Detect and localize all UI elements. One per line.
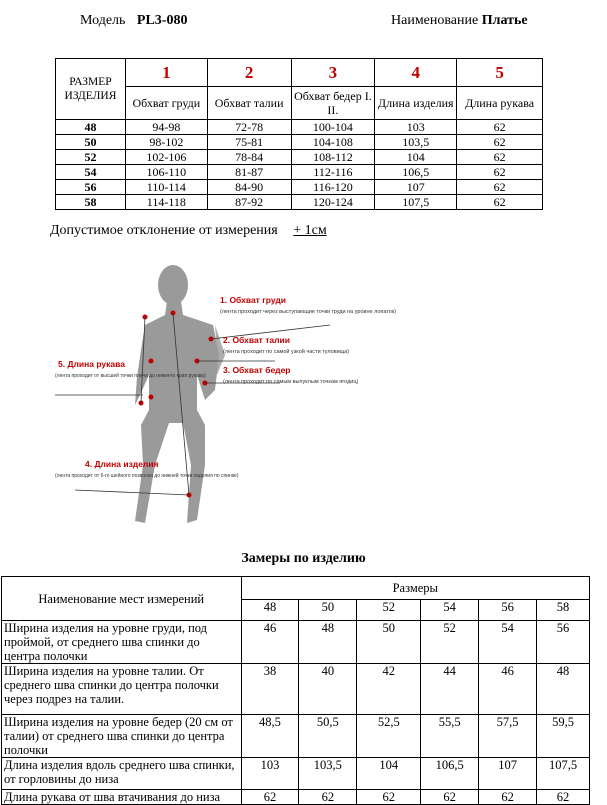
table-cell: 62 bbox=[457, 120, 543, 135]
table-cell: 102-106 bbox=[125, 150, 207, 165]
label-waist-title: 2. Обхват талии bbox=[223, 335, 290, 345]
measure-value: 103,5 bbox=[299, 758, 357, 790]
size-cell: 48 bbox=[56, 120, 126, 135]
measure-value: 50,5 bbox=[299, 715, 357, 758]
measure-table-body bbox=[2, 621, 590, 805]
table-row bbox=[56, 120, 543, 135]
size-cell: 52 bbox=[56, 150, 126, 165]
tolerance-text: Допустимое отклонение от измерения bbox=[50, 223, 278, 238]
measure-value: 103 bbox=[241, 758, 299, 790]
col-number-4: 4 bbox=[375, 59, 457, 87]
measure-value: 59,5 bbox=[537, 715, 590, 758]
size-table bbox=[55, 58, 543, 210]
col-header-length: Длина изделия bbox=[375, 87, 457, 120]
table-cell: 62 bbox=[457, 135, 543, 150]
col-number-2: 2 bbox=[207, 59, 291, 87]
measure-value: 107 bbox=[479, 758, 537, 790]
table-cell: 107,5 bbox=[375, 195, 457, 210]
col-number-5: 5 bbox=[457, 59, 543, 87]
body-measurement-figure bbox=[55, 255, 555, 530]
measure-value: 42 bbox=[357, 664, 421, 715]
measure-value: 55,5 bbox=[421, 715, 479, 758]
size-column-header: 56 bbox=[479, 600, 537, 621]
measure-value: 50 bbox=[357, 621, 421, 664]
measure-value: 38 bbox=[241, 664, 299, 715]
name-value: Платье bbox=[481, 13, 528, 28]
label-chest-note: (лента проходит через выступающие точки груди на уровне лопаток) bbox=[220, 309, 397, 315]
measure-value: 62 bbox=[479, 790, 537, 805]
table-cell: 78-84 bbox=[207, 150, 291, 165]
size-cell: 58 bbox=[56, 195, 126, 210]
table-cell: 62 bbox=[457, 195, 543, 210]
table-row bbox=[2, 664, 590, 715]
measure-value: 62 bbox=[357, 790, 421, 805]
table-row bbox=[56, 150, 543, 165]
measure-value: 52 bbox=[421, 621, 479, 664]
model-line bbox=[80, 13, 187, 29]
size-column-header: 58 bbox=[537, 600, 590, 621]
table-cell: 81-87 bbox=[207, 165, 291, 180]
table-cell: 107 bbox=[375, 180, 457, 195]
table-cell: 62 bbox=[457, 150, 543, 165]
measure-value: 48 bbox=[537, 664, 590, 715]
measure-value: 48,5 bbox=[241, 715, 299, 758]
measure-label: Длина изделия вдоль среднего шва спинки, от горловины до низа bbox=[2, 758, 242, 790]
measure-value: 40 bbox=[299, 664, 357, 715]
table-cell: 100-104 bbox=[291, 120, 375, 135]
measure-value: 48 bbox=[299, 621, 357, 664]
table-row bbox=[2, 621, 590, 664]
measure-value: 62 bbox=[299, 790, 357, 805]
name-label: Наименование bbox=[391, 13, 479, 28]
table-row bbox=[2, 790, 590, 805]
measure-table bbox=[1, 576, 590, 805]
name-line bbox=[391, 13, 528, 29]
label-sleeve-note: (лента проходит от высшей точки плеча до нижнего края рукава) bbox=[55, 373, 206, 379]
measure-value: 106,5 bbox=[421, 758, 479, 790]
size-cell: 54 bbox=[56, 165, 126, 180]
measure-label: Ширина изделия на уровне бедер (20 см от талии) от среднего шва спинки до центра полочки bbox=[2, 715, 242, 758]
table-row bbox=[56, 165, 543, 180]
size-column-header: 52 bbox=[357, 600, 421, 621]
label-hips-title: 3. Обхват бедер bbox=[223, 365, 291, 375]
table-row bbox=[56, 180, 543, 195]
table-cell: 110-114 bbox=[125, 180, 207, 195]
size-column-header: 54 bbox=[421, 600, 479, 621]
table-cell: 114-118 bbox=[125, 195, 207, 210]
table-cell: 72-78 bbox=[207, 120, 291, 135]
table-cell: 106,5 bbox=[375, 165, 457, 180]
table-cell: 75-81 bbox=[207, 135, 291, 150]
label-chest-title: 1. Обхват груди bbox=[220, 295, 286, 305]
table-cell: 104-108 bbox=[291, 135, 375, 150]
table-cell: 62 bbox=[457, 165, 543, 180]
measure-section-title: Замеры по изделию bbox=[241, 551, 366, 566]
size-cell: 56 bbox=[56, 180, 126, 195]
model-value: PL3-080 bbox=[136, 13, 188, 28]
table-cell: 87-92 bbox=[207, 195, 291, 210]
measure-value: 46 bbox=[479, 664, 537, 715]
measure-value: 62 bbox=[421, 790, 479, 805]
size-header: РАЗМЕР ИЗДЕЛИЯ bbox=[56, 59, 126, 120]
size-cell: 50 bbox=[56, 135, 126, 150]
measure-label: Длина рукава от шва втачивания до низа bbox=[2, 790, 242, 805]
table-cell: 84-90 bbox=[207, 180, 291, 195]
measure-value: 44 bbox=[421, 664, 479, 715]
measure-value: 56 bbox=[537, 621, 590, 664]
figure-annotations bbox=[55, 295, 396, 479]
table-cell: 94-98 bbox=[125, 120, 207, 135]
size-table-body bbox=[56, 120, 543, 210]
table-cell: 104 bbox=[375, 150, 457, 165]
col-header-sleeve: Длина рукава bbox=[457, 87, 543, 120]
measure-value: 62 bbox=[241, 790, 299, 805]
table-cell: 98-102 bbox=[125, 135, 207, 150]
table-cell: 112-116 bbox=[291, 165, 375, 180]
table-cell: 116-120 bbox=[291, 180, 375, 195]
tolerance-value: + 1см bbox=[293, 223, 327, 238]
table-cell: 62 bbox=[457, 180, 543, 195]
model-label: Модель bbox=[80, 13, 126, 28]
sizes-header: Размеры bbox=[241, 577, 589, 600]
table-cell: 103 bbox=[375, 120, 457, 135]
label-waist-note: (лента проходит по самой узкой части туловища) bbox=[223, 349, 350, 355]
table-row bbox=[2, 715, 590, 758]
measure-value: 54 bbox=[479, 621, 537, 664]
table-cell: 103,5 bbox=[375, 135, 457, 150]
measure-label: Ширина изделия на уровне талии. От среднего шва спинки до центра полочки через подрез на талии. bbox=[2, 664, 242, 715]
measure-label: Ширина изделия на уровне груди, под проймой, от среднего шва спинки до центра полочки bbox=[2, 621, 242, 664]
size-column-header: 48 bbox=[241, 600, 299, 621]
table-row bbox=[2, 758, 590, 790]
col-number-1: 1 bbox=[125, 59, 207, 87]
col-header-chest: Обхват груди bbox=[125, 87, 207, 120]
col-number-3: 3 bbox=[291, 59, 375, 87]
name-header: Наименование мест измерений bbox=[2, 577, 242, 621]
measure-value: 52,5 bbox=[357, 715, 421, 758]
table-row bbox=[56, 135, 543, 150]
measure-value: 62 bbox=[537, 790, 590, 805]
measure-value: 104 bbox=[357, 758, 421, 790]
measure-value: 46 bbox=[241, 621, 299, 664]
measure-value: 57,5 bbox=[479, 715, 537, 758]
label-sleeve-title: 5. Длина рукава bbox=[58, 359, 125, 369]
measure-value: 107,5 bbox=[537, 758, 590, 790]
table-cell: 108-112 bbox=[291, 150, 375, 165]
col-header-waist: Обхват талии bbox=[207, 87, 291, 120]
table-cell: 120-124 bbox=[291, 195, 375, 210]
label-length-title: 4. Длина изделия bbox=[85, 459, 159, 469]
label-length-note: (лента проходит от 6-го шейного позвонка до нижней точки изделия по спинке) bbox=[55, 473, 239, 479]
col-header-hips: Обхват бедер I. II. bbox=[291, 87, 375, 120]
size-column-header: 50 bbox=[299, 600, 357, 621]
table-row bbox=[56, 195, 543, 210]
label-hips-note: (лента проходит по самым выпуклым точкам ягодиц) bbox=[223, 379, 359, 385]
table-cell: 106-110 bbox=[125, 165, 207, 180]
tolerance-line bbox=[50, 223, 327, 239]
